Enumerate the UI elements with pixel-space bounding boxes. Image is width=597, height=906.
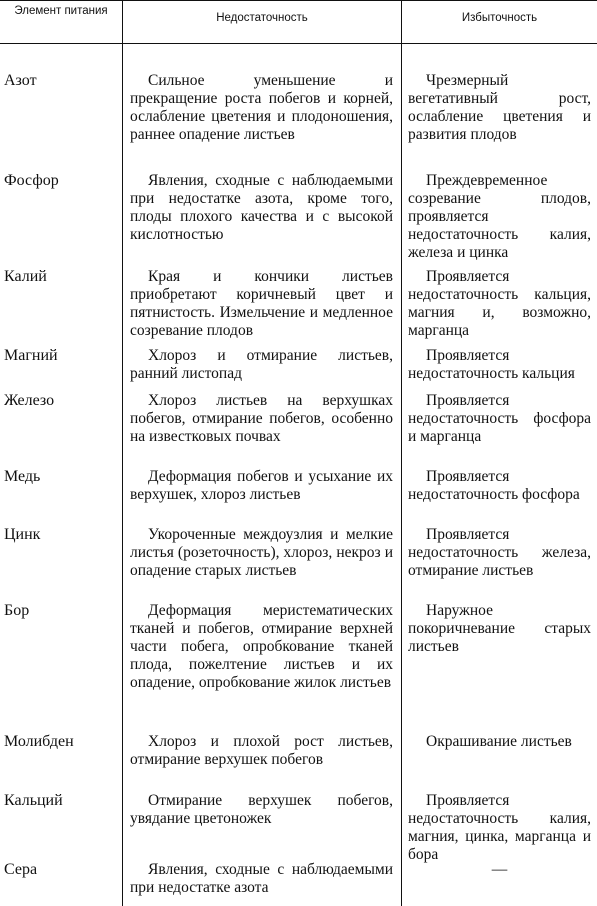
header-excess: Избыточность xyxy=(461,12,538,24)
deficiency-text: Отмирание верхушек побегов, увядание цветоножек xyxy=(130,792,393,827)
deficiency-text: Края и кончики листьев приобретают коричневый цвет и пятнистость. Измельчение и медленное созревание плодов xyxy=(130,268,393,339)
deficiency-text: Хлороз и отмирание листьев, ранний листопад xyxy=(130,347,393,382)
element-name: Сера xyxy=(4,861,38,878)
excess-text: Чрезмерный вегетативный рост, ослабление цветения и развития плодов xyxy=(408,72,591,143)
excess-text: Проявляется недостаточность фосфора и марганца xyxy=(408,392,591,445)
element-name: Медь xyxy=(4,468,41,485)
element-name: Фосфор xyxy=(4,172,59,189)
element-name: Калий xyxy=(4,268,47,285)
element-name: Железо xyxy=(4,392,55,409)
excess-text: Проявляется недостаточность кальция xyxy=(408,347,575,382)
header-element: Элемент питания xyxy=(14,5,108,17)
deficiency-text: Деформация меристематических тканей и побегов, отмирание верхней части побега, опробкование тканей плода, пожелтение листьев и их опадение, опробкование жилок листьев xyxy=(130,602,393,691)
excess-text: Проявляется недостаточность калия, магния, цинка, марганца и бора xyxy=(408,792,591,863)
deficiency-text: Хлороз листьев на верхушках побегов, отмирание побегов, особенно на известковых почвах xyxy=(130,392,393,445)
deficiency-text: Явления, сходные с наблюдаемыми при недостатке азота, кроме того, плоды плохого качества и с высокой кислотностью xyxy=(130,172,393,243)
header-deficiency: Недостаточность xyxy=(216,12,308,24)
deficiency-text: Явления, сходные с наблюдаемыми при недостатке азота xyxy=(130,861,393,896)
excess-text: — xyxy=(491,861,508,878)
excess-text: Проявляется недостаточность фосфора xyxy=(408,468,580,503)
element-name: Цинк xyxy=(4,526,41,543)
excess-text: Преждевременное созревание плодов, проявляется недостаточность калия, железа и цинка xyxy=(408,172,591,261)
column-divider-2 xyxy=(401,0,402,906)
element-name: Молибден xyxy=(4,733,74,750)
element-name: Магний xyxy=(4,347,58,364)
excess-text: Наружное покоричневание старых листьев xyxy=(408,602,591,655)
column-divider-1 xyxy=(122,0,123,906)
deficiency-text: Укороченные междоузлия и мелкие листья (розеточность), хлороз, некроз и опадение старых листьев xyxy=(130,526,393,579)
table-top-rule xyxy=(0,0,597,1)
excess-text: Проявляется недостаточность железа, отмирание листьев xyxy=(408,526,591,579)
header-bottom-rule xyxy=(0,43,597,44)
deficiency-text: Сильное уменьшение и прекращение роста побегов и корней, ослабление цветения и плодоношения, раннее опадение листьев xyxy=(130,72,393,143)
element-name: Кальций xyxy=(4,792,63,809)
deficiency-text: Хлороз и плохой рост листьев, отмирание верхушек побегов xyxy=(130,733,393,768)
element-name: Бор xyxy=(4,602,30,619)
element-name: Азот xyxy=(4,72,37,89)
deficiency-text: Деформация побегов и усыхание их верхушек, хлороз листьев xyxy=(130,468,393,503)
excess-text: Окрашивание листьев xyxy=(426,733,572,750)
excess-text: Проявляется недостаточность кальция, магния и, возможно, марганца xyxy=(408,268,591,339)
